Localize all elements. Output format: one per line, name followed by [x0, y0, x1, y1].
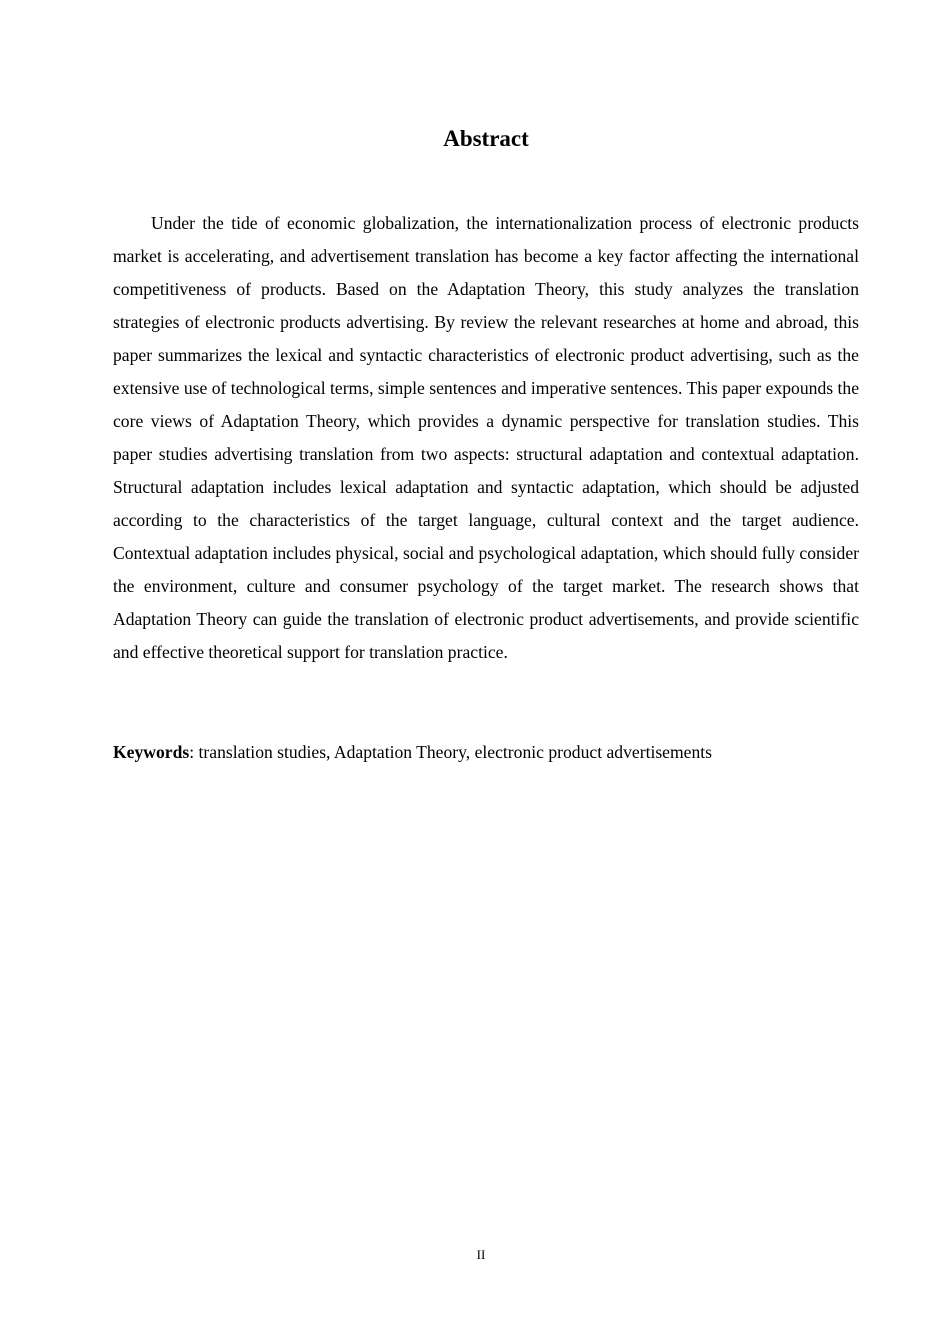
keywords-line	[113, 736, 859, 769]
keywords-list: : translation studies, Adaptation Theory, electronic product advertisements	[189, 742, 713, 762]
abstract-title: Abstract	[443, 126, 529, 151]
page-number: II	[476, 1247, 486, 1262]
abstract-paragraph: Under the tide of economic globalization, the internationalization process of electronic products market is accelerating, and advertisement translation has become a key factor affecting the international competitiveness of products. Based on the Adaptation Theory, this study analyzes the translation strategies of electronic products advertising. By review the relevant researches at home and abroad, this paper summarizes the lexical and syntactic characteristics of electronic product advertising, such as the extensive use of technological terms, simple sentences and imperative sentences. This paper expounds the core views of Adaptation Theory, which provides a dynamic perspective for translation studies. This paper studies advertising translation from two aspects: structural adaptation and contextual adaptation. Structural adaptation includes lexical adaptation and syntactic adaptation, which should be adjusted according to the characteristics of the target language, cultural context and the target audience. Contextual adaptation includes physical, social and psychological adaptation, which should fully consider the environment, culture and consumer psychology of the target market. The research shows that Adaptation Theory can guide the translation of electronic product advertisements, and provide scientific and effective theoretical support for translation practice.	[113, 213, 859, 662]
keywords-label: Keywords	[113, 742, 190, 762]
